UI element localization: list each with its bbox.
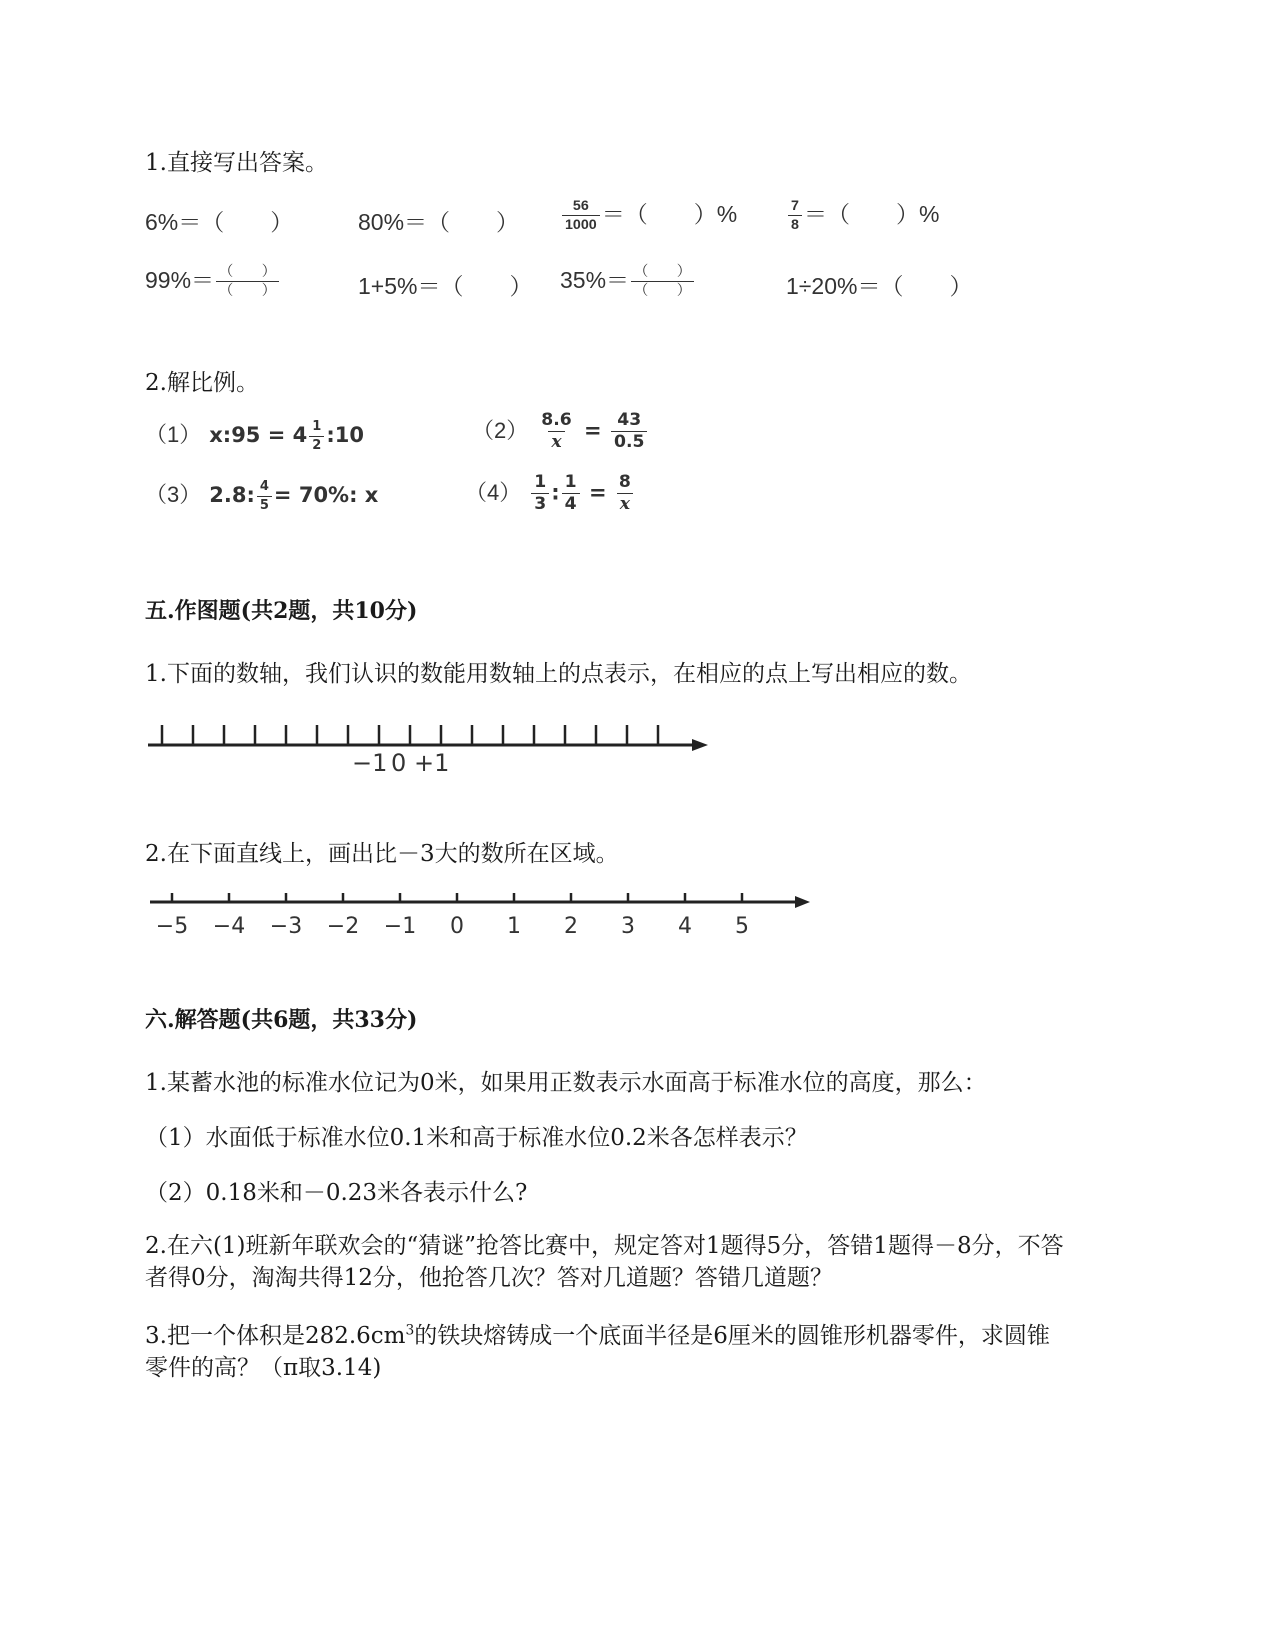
question-text: 者得0分，淘淘共得12分，他抢答几次？答对几道题？答错几道题？ <box>145 1265 833 1291</box>
fraction: $\frac{1}{2}$ <box>309 420 324 451</box>
section-heading: 五.作图题(共2题，共10分) <box>145 598 418 624</box>
tick-label: 4 <box>678 914 692 939</box>
proportion-4: （4） $\frac{1}{3}$ : $\frac{1}{4}$ = $\frac{8}{x}$ <box>465 474 636 513</box>
tick-label: 3 <box>621 914 635 939</box>
proportion-3: （3） 2.8: $\frac{4}{5}$ = 70%: x <box>145 479 379 513</box>
calc-item: 80%＝（ ） <box>358 209 520 235</box>
number-line-2 <box>140 885 820 945</box>
question-text: 1.下面的数轴，我们认识的数能用数轴上的点表示，在相应的点上写出相应的数。 <box>145 661 972 687</box>
fraction: $\frac{8}{x}$ <box>616 474 634 513</box>
calc-item: $\frac{56}{1000}$ ＝（ ）% <box>560 196 737 233</box>
sub-question: （2）0.18米和－0.23米各表示什么? <box>145 1180 528 1206</box>
tick-label: −5 <box>155 914 189 939</box>
question-title: 1.直接写出答案。 <box>145 150 328 176</box>
proportion-2: （2） $\frac{8.6}{x}$ = $\frac{43}{0.5}$ <box>472 412 649 451</box>
question-text: 1.某蓄水池的标准水位记为0米，如果用正数表示水面高于标准水位的高度，那么： <box>145 1070 987 1096</box>
calc-item: 1+5%＝（ ） <box>358 273 533 299</box>
tick-label: −3 <box>269 914 303 939</box>
calc-item: 99%＝ $\frac{( )}{( )}$ <box>145 262 281 299</box>
tick-label: 5 <box>735 914 749 939</box>
axis-label: +1 <box>414 749 450 777</box>
fraction: $\frac{( )}{( )}$ <box>216 265 279 299</box>
tick-label: −4 <box>212 914 246 939</box>
axis-label: 0 <box>391 749 407 777</box>
proportion-1: （1） x:95 = 4 $\frac{1}{2}$ :10 <box>145 419 364 453</box>
question-text: 3.把一个体积是$282.6cm^3$的铁块熔铸成一个底面半径是6厘米的圆锥形机器零件，求圆锥 <box>145 1322 1050 1349</box>
tick-label: 0 <box>450 914 464 939</box>
fraction: $\frac{7}{8}$ <box>788 199 802 233</box>
fraction: $\frac{( )}{( )}$ <box>631 265 694 299</box>
section-heading: 六.解答题(共6题，共33分) <box>145 1007 418 1033</box>
sub-question: （1）水面低于标准水位0.1米和高于标准水位0.2米各怎样表示？ <box>145 1125 808 1151</box>
number-line-1 <box>140 715 720 780</box>
question-text: 零件的高？（π取3.14) <box>145 1355 382 1381</box>
fraction: $\frac{8.6}{x}$ <box>541 410 572 453</box>
calc-item: 1÷20%＝（ ） <box>786 273 973 299</box>
fraction: $\frac{43}{0.5}$ <box>611 412 647 451</box>
fraction: $\frac{1}{3}$ <box>531 474 549 513</box>
fraction: $\frac{4}{5}$ <box>257 480 272 511</box>
fraction: $\frac{56}{1000}$ <box>562 199 600 233</box>
calc-item: $\frac{7}{8}$ ＝（ ）% <box>786 196 939 233</box>
tick-label: −1 <box>383 914 417 939</box>
calc-item: 35%＝ $\frac{( )}{( )}$ <box>560 262 696 299</box>
tick-label: −2 <box>326 914 360 939</box>
axis-label: −1 <box>352 749 388 777</box>
question-text: 2.在六(1)班新年联欢会的“猜谜”抢答比赛中，规定答对1题得5分，答错1题得－8分，不答 <box>145 1233 1064 1259</box>
fraction: $\frac{1}{4}$ <box>562 474 580 513</box>
question-text: 2.在下面直线上，画出比－3大的数所在区域。 <box>145 841 619 867</box>
question-title: 2.解比例。 <box>145 370 259 396</box>
calc-item: 6%＝（ ） <box>145 209 294 235</box>
tick-label: 2 <box>564 914 578 939</box>
tick-label: 1 <box>507 914 521 939</box>
